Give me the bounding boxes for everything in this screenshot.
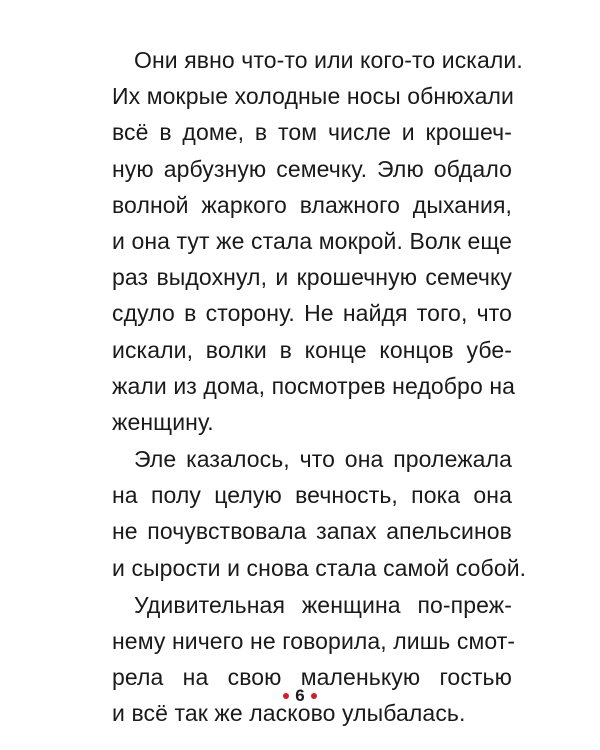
paragraph bbox=[112, 441, 527, 586]
text-line: и сырости и снова стала самой собой. bbox=[112, 554, 527, 581]
paragraph bbox=[112, 42, 523, 440]
paragraph bbox=[112, 587, 516, 732]
text-line: Они явно что-то или кого-то искали. bbox=[134, 47, 523, 73]
text-line: Удивительная женщина по-преж- bbox=[134, 591, 512, 618]
text-line: женщину. bbox=[112, 408, 214, 435]
right-dot-ornament bbox=[311, 693, 317, 699]
text-line: не почувствовала запах апельсинов bbox=[112, 518, 512, 545]
left-dot-ornament bbox=[283, 693, 289, 699]
text-line: сдуло в сторону. Не найдя того, что bbox=[112, 300, 512, 327]
text-line: и всё так же ласково улыбалась. bbox=[112, 700, 466, 727]
text-line: Их мокрые холодные носы обнюхали bbox=[112, 83, 514, 110]
text-line: жали из дома, посмотрев недобро на bbox=[112, 372, 516, 399]
text-line: Эле казалось, что она пролежала bbox=[134, 446, 512, 473]
text-line: раз выдохнул, и крошечную семечку bbox=[112, 264, 512, 291]
page-number-footer bbox=[0, 684, 600, 708]
text-line: и она тут же стала мокрой. Волк еще bbox=[112, 227, 512, 254]
text-line: на полу целую вечность, пока она bbox=[112, 482, 512, 509]
text-line: нему ничего не говорила, лишь смот- bbox=[112, 628, 516, 654]
page-number: 6 bbox=[295, 686, 305, 705]
text-line: искали, волки в конце концов убе- bbox=[112, 336, 512, 363]
body-text bbox=[112, 42, 527, 732]
text-line: волной жаркого влажного дыхания, bbox=[112, 191, 512, 218]
text-line: ную арбузную семечку. Элю обдало bbox=[112, 155, 512, 182]
text-line: всё в доме, в том числе и крошеч- bbox=[112, 119, 512, 146]
text-line: рела на свою маленькую гостью bbox=[112, 664, 512, 691]
